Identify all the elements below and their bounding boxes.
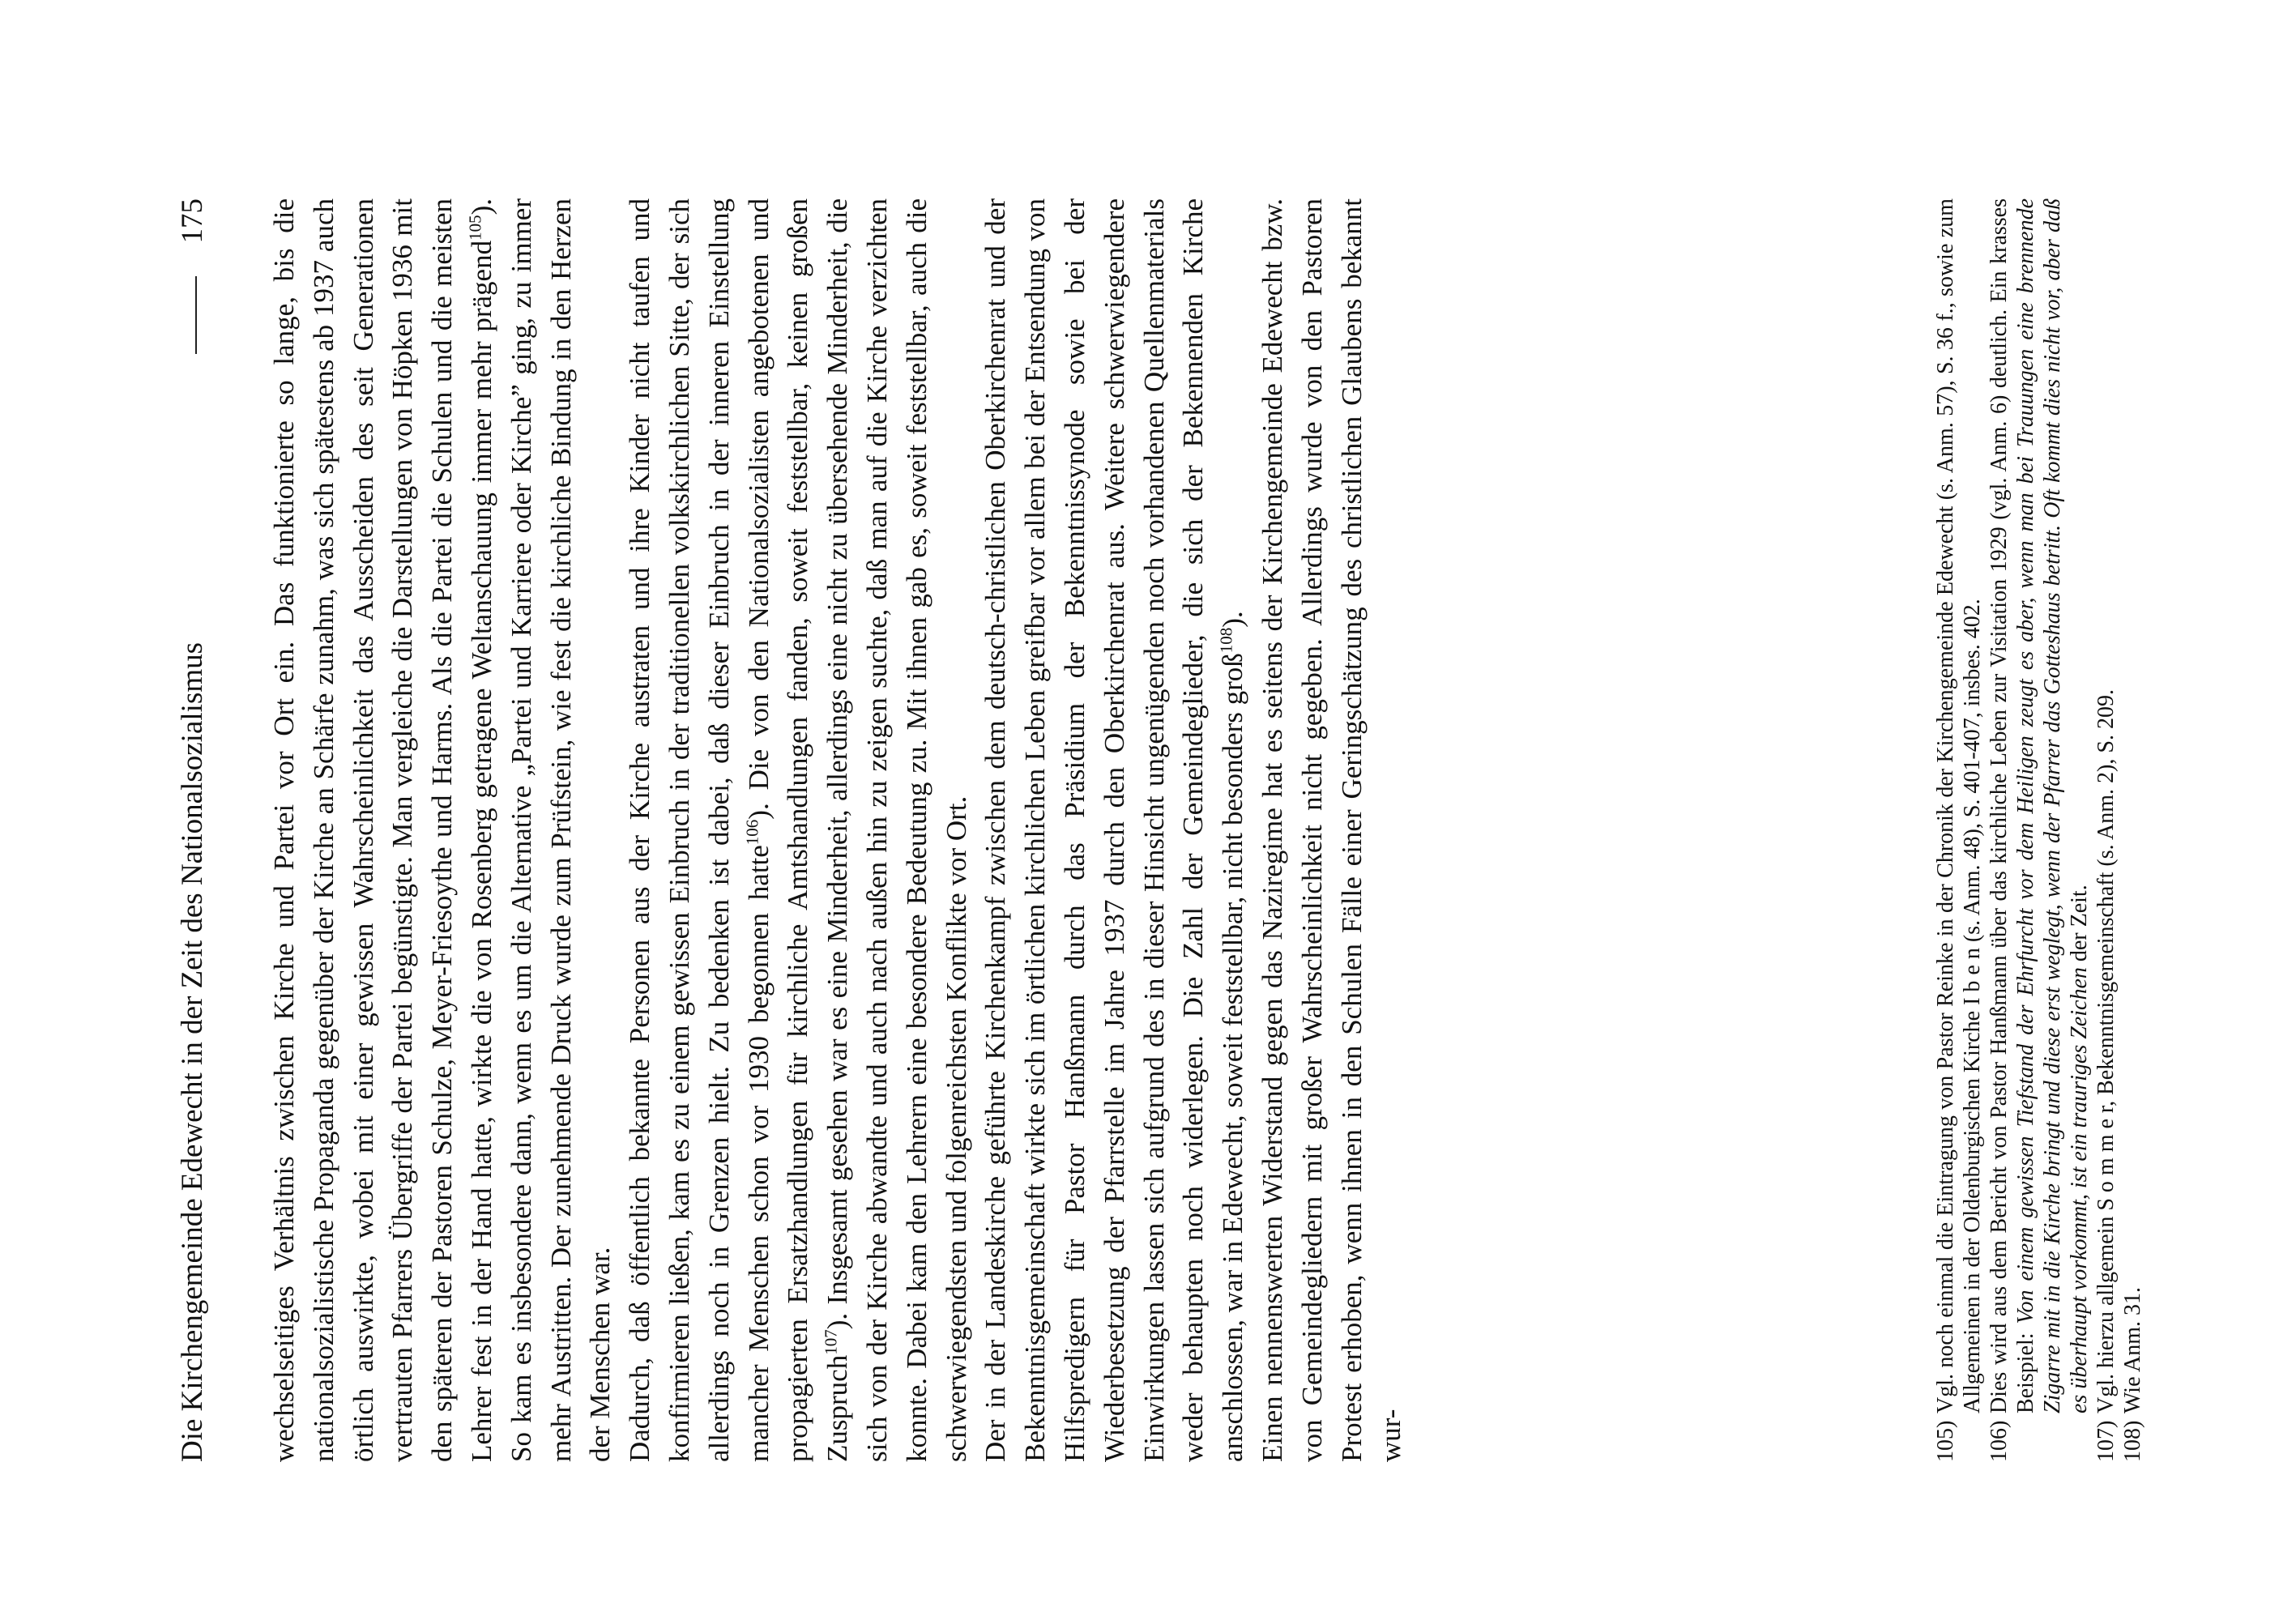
footnote-107 xyxy=(2093,198,2119,1462)
paragraph-4: Einen nennenswerten Widerstand gegen das Naziregime hat es seitens der Kirchengemeinde Edewecht bzw. von Gemeindegliedern mit großer Wahrscheinlichkeit nicht gegeben. Allerdings wurde von den Pastoren Protest erhoben, wenn ihnen in den Schulen Fälle einer Geringschätzung des christlichen Glaubens bekannt wur- xyxy=(1256,198,1407,1462)
footnote-number: 108) xyxy=(2120,1420,2145,1462)
book-page xyxy=(158,198,2159,1462)
page-number: 175 xyxy=(176,198,209,244)
footnote-text: Vgl. noch einmal die Eintragung von Pastor Reinke in der Chronik der Kirchengemeinde Edewecht (s. Anm. 57), S. 36 f., sowie zum Allgemeinen in der Oldenburgischen Kirche I b e n (s. Anm. 48), S. 401-407, insbes. 402. xyxy=(1933,198,1985,1413)
footnote-text: Vgl. hierzu allgemein S o m m e r, Bekenntnisgemeinschaft (s. Anm. 2), S. 209. xyxy=(2093,689,2119,1413)
footnote-ref-105[interactable]: 105 xyxy=(465,215,485,241)
footnote-106 xyxy=(1986,198,2093,1462)
footnote-ref-106[interactable]: 106 xyxy=(741,819,762,846)
paragraph-text: wechselseitiges Verhältnis zwischen Kirche und Partei vor Ort ein. Das funktionierte so lange, bis die nationalsozialistische Propaganda gegenüber der Kirche an Schärfe zunahm, was sich spätestens ab 1937 auch örtlich auswirkte, wobei mit einer gewissen Wahrscheinlichkeit das Ausscheiden des seit Generationen vertrauten Pfarrers Übergriffe der Partei begünstigte. Man vergleiche die Darstellungen von Höpken 1936 mit den späteren der Pastoren Schulze, Meyer-Friesoythe und Harms. Als die Partei die Schulen und die meisten Lehrer fest in der Hand hatte, wirkte die von Rosenberg getragene Weltanschauung immer mehr prägend xyxy=(268,198,497,1462)
footnote-number: 106) xyxy=(1987,1420,2012,1462)
paragraph-2 xyxy=(621,198,976,1462)
footnote-108 xyxy=(2119,198,2146,1462)
header-rule xyxy=(195,276,197,354)
footnote-quote: Von einem gewissen Tiefstand der Ehrfurcht vor dem Heiligen zeugt es aber, wenn man bei Trauungen eine brennende Zigarre mit in die Kirche bringt und diese erst weglegt, wenn der Pfarrer das Gotteshaus betritt. Oft kommt dies nicht vor, aber daß es überhaupt vorkommt, ist ein trauriges Zeichen xyxy=(2013,198,2092,1413)
paragraph-3 xyxy=(976,198,1253,1462)
footnote-text xyxy=(1986,198,2093,1413)
paragraph-text: ). Insgesamt gesehen war es eine Minderheit, allerdings eine nicht zu übersehende Minderheit, die sich von der Kirche abwandte und auch nach außen hin zu zeigen suchte, daß man auf die Kirche verzichten konnte. Dabei kam den Lehrern eine besondere Bedeutung zu. Mit ihnen gab es, soweit feststellbar, auch die schwerwiegendsten und folgenreichsten Konflikte vor Ort. xyxy=(822,198,972,1462)
running-header xyxy=(174,198,211,1462)
footnote-number: 105) xyxy=(1933,1420,1958,1462)
body-text xyxy=(265,198,1411,1462)
footnote-text-part: Dies wird aus dem Bericht von Pastor Hanßmann über das kirchliche Leben zur Visitation 1929 (vgl. Anm. 6) deutlich. Ein krasses Beispiel: xyxy=(1987,198,2038,1413)
paragraph-1 xyxy=(265,198,621,1462)
paragraph-text: ). Die von den Nationalsozialisten angebotenen und propagierten Ersatzhandlungen für kirchliche Amtshandlungen fanden, soweit feststellbar, keinen großen Zuspruch xyxy=(742,198,854,1462)
footnote-105 xyxy=(1932,198,1986,1462)
footnote-text-part: der Zeit. xyxy=(2067,885,2092,968)
paragraph-text: ). xyxy=(1217,611,1249,628)
footnote-ref-108[interactable]: 108 xyxy=(1216,627,1236,654)
paragraph-text: ). So kam es insbesondere dann, wenn es um die Alternative „Partei und Karriere oder Kirche” ging, zu immer mehr Austritten. Der zunehmende Druck wurde zum Prüfstein, wie fest die kirchliche Bindung in den Herzen der Menschen war. xyxy=(465,198,617,1462)
footnotes xyxy=(1932,198,2146,1462)
running-title: Die Kirchengemeinde Edewecht in der Zeit des Nationalsozialismus xyxy=(176,642,209,1462)
footnote-ref-107[interactable]: 107 xyxy=(821,1329,841,1355)
paragraph-text: Dadurch, daß öffentlich bekannte Personen aus der Kirche austraten und ihre Kinder nicht taufen und konfirmieren ließen, kam es zu einem gewissen Einbruch in der traditionellen volkskirchlichen Sitte, der sich allerdings noch in Grenzen hielt. Zu bedenken ist dabei, daß dieser Einbruch in der inneren Einstellung mancher Menschen schon vor 1930 begonnen hatte xyxy=(624,198,775,1462)
footnote-text: Wie Anm. 31. xyxy=(2120,1287,2145,1413)
footnote-number: 107) xyxy=(2093,1420,2119,1462)
paragraph-text: Der in der Landeskirche geführte Kirchenkampf zwischen dem deutsch-christlichen Oberkirchenrat und der Bekenntnisgemeinschaft wirkte sich im örtlichen kirchlichen Leben greifbar vor allem bei der Entsendung von Hilfspredigern für Pastor Hanßmann durch das Präsidium der Bekenntnissynode sowie bei der Wiederbesetzung der Pfarrstelle im Jahre 1937 durch den Oberkirchenrat aus. Weitere schwerwiegendere Einwirkungen lassen sich aufgrund des in dieser Hinsicht ungenügenden noch vorhandenen Quellenmaterials weder behaupten noch widerlegen. Die Zahl der Gemeindeglieder, die sich der Bekennenden Kirche anschlossen, war in Edewecht, soweit feststellbar, nicht besonders groß xyxy=(979,198,1249,1462)
